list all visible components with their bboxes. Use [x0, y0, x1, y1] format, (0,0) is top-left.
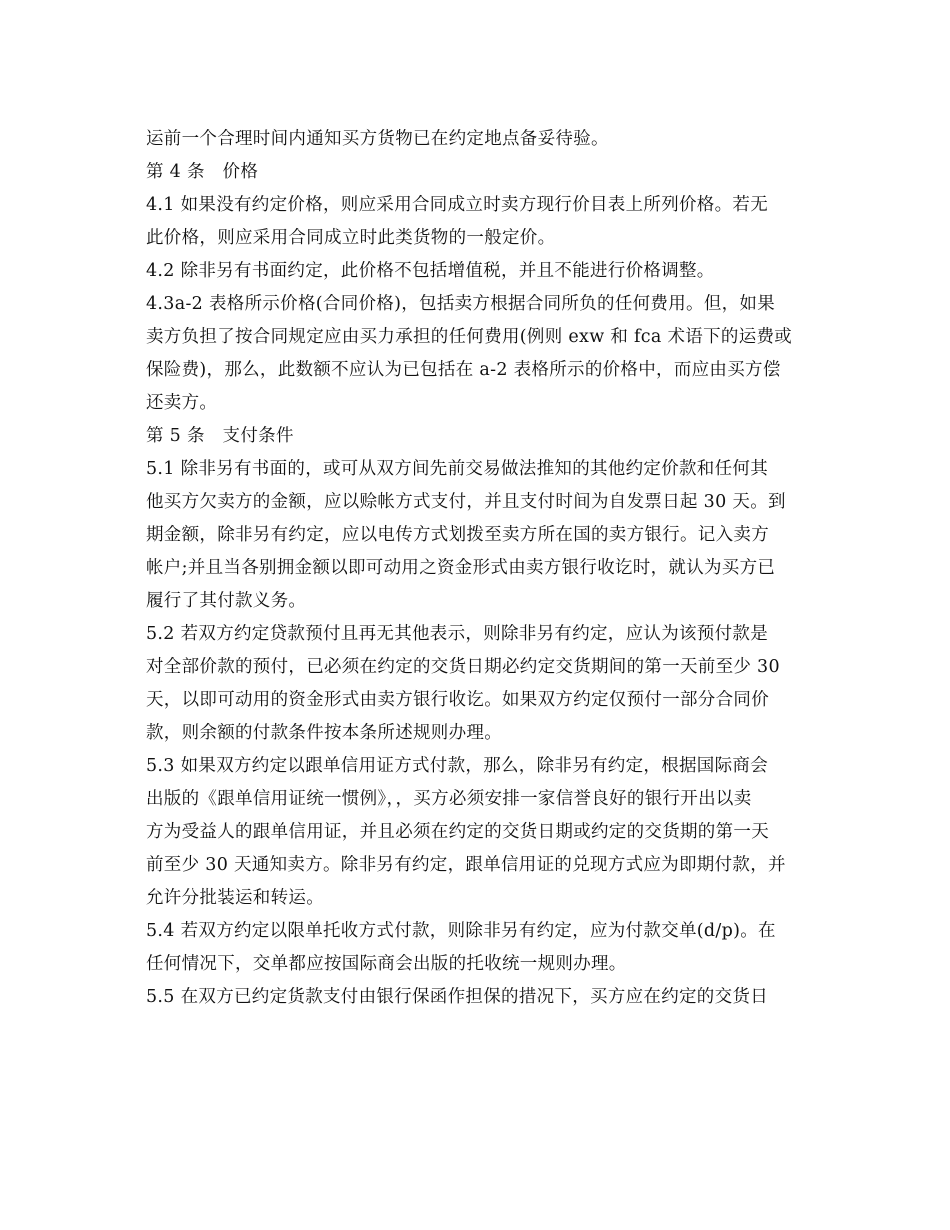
text-line: 5.4 若双方约定以限单托收方式付款，则除非另有约定，应为付款交单(d/p)。在: [146, 921, 776, 941]
text-line: 对全部价款的预付，已必须在约定的交货日期必约定交货期间的第一天前至少 30: [146, 657, 780, 677]
text-line: 他买方欠卖方的金额，应以赊帐方式支付，并且支付时间为自发票日起 30 天。到: [146, 492, 786, 512]
article-heading: 第 5 条 支付条件: [146, 426, 294, 446]
text-line: 还卖方。: [146, 393, 218, 413]
text-line: 履行了其付款义务。: [146, 591, 307, 611]
text-line: 此价格，则应采用合同成立时此类货物的一般定价。: [146, 228, 556, 248]
text-line: 运前一个合理时间内通知买方货物已在约定地点备妥待验。: [146, 129, 609, 149]
contract-text: [146, 123, 816, 1014]
text-line: 任何情况下，交单都应按国际商会出版的托收统一规则办理。: [146, 954, 627, 974]
text-line: 出版的《跟单信用证统一惯例》，，买方必须安排一家信誉良好的银行开出以卖: [146, 789, 752, 809]
text-line: 保险费)，那么，此数额不应认为已包括在 a-2 表格所示的价格中，而应由买方偿: [146, 360, 781, 380]
text-line: 款，则余额的付款条件按本条所述规则办理。: [146, 723, 502, 743]
text-line: 5.2 若双方约定贷款预付且再无其他表示，则除非另有约定，应认为该预付款是: [146, 624, 768, 644]
text-line: 5.1 除非另有书面的，或可从双方间先前交易做法推知的其他约定价款和任何其: [146, 459, 768, 479]
text-line: 4.1 如果没有约定价格，则应采用合同成立时卖方现行价目表上所列价格。若无: [146, 195, 768, 215]
text-line: 方为受益人的跟单信用证，并且必须在约定的交货日期或约定的交货期的第一天: [146, 822, 769, 842]
text-line: 5.3 如果双方约定以跟单信用证方式付款，那么，除非另有约定，根据国际商会: [146, 756, 768, 776]
text-line: 期金额，除非另有约定，应以电传方式划拨至卖方所在国的卖方银行。记入卖方: [146, 525, 769, 545]
text-line: 4.3a-2 表格所示价格(合同价格)，包括卖方根据合同所负的任何费用。但，如果: [146, 294, 776, 314]
text-line: 卖方负担了按合同规定应由买力承担的任何费用(例则 exw 和 fca 术语下的运费或: [146, 327, 793, 347]
text-line: 天，以即可动用的资金形式由卖方银行收讫。如果双方约定仅预付一部分合同价: [146, 690, 769, 710]
text-line: 允许分批装运和转运。: [146, 888, 324, 908]
article-heading: 第 4 条 价格: [146, 162, 259, 182]
text-line: 前至少 30 天通知卖方。除非另有约定，跟单信用证的兑现方式应为即期付款，并: [146, 855, 786, 875]
text-line: 帐户;并且当各别拥金额以即可动用之资金形式由卖方银行收讫时，就认为买方已: [146, 558, 776, 578]
text-line: 5.5 在双方已约定货款支付由银行保函作担保的措况下，买方应在约定的交货日: [146, 987, 768, 1007]
text-line: 4.2 除非另有书面约定，此价格不包括增值税，并且不能进行价格调整。: [146, 261, 715, 281]
